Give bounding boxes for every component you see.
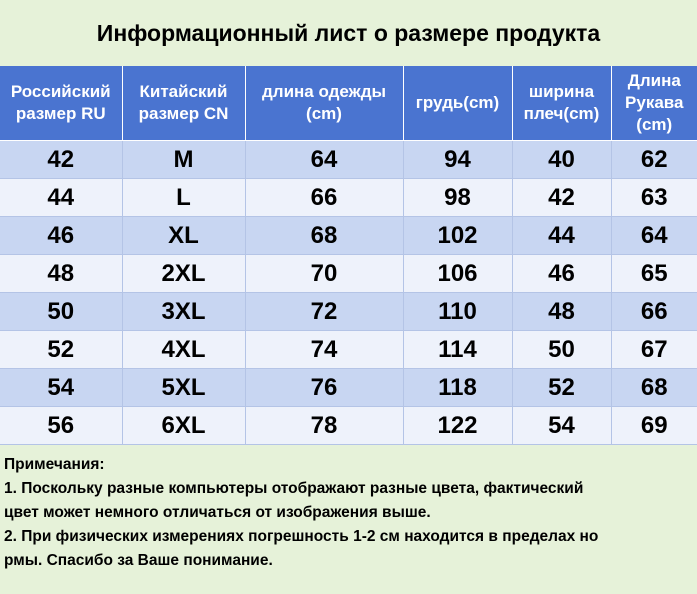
table-row bbox=[0, 217, 697, 255]
header-chest bbox=[403, 66, 512, 141]
table-row bbox=[0, 293, 697, 331]
length-cell: 64 bbox=[245, 141, 403, 179]
header-line: грудь(cm) bbox=[415, 93, 500, 112]
header-line: плеч(cm) bbox=[523, 104, 600, 123]
shoulder-cell: 46 bbox=[512, 255, 611, 293]
sleeve-cell: 62 bbox=[611, 141, 697, 179]
note-line: цвет может немного отличаться от изображения выше. bbox=[4, 504, 431, 521]
note-line: 1. Поскольку разные компьютеры отображают разные цвета, фактический bbox=[4, 480, 584, 497]
cn-size-cell: 2XL bbox=[122, 255, 245, 293]
header-ru-size bbox=[0, 66, 122, 141]
ru-size-cell: 54 bbox=[0, 369, 122, 407]
chest-cell: 114 bbox=[403, 331, 512, 369]
header-line: (cm) bbox=[636, 115, 673, 134]
table-row bbox=[0, 179, 697, 217]
table-row bbox=[0, 255, 697, 293]
sleeve-cell: 63 bbox=[611, 179, 697, 217]
ru-size-cell: 56 bbox=[0, 407, 122, 445]
shoulder-cell: 44 bbox=[512, 217, 611, 255]
notes bbox=[4, 453, 692, 573]
length-cell: 72 bbox=[245, 293, 403, 331]
table-row bbox=[0, 369, 697, 407]
cn-size-cell: M bbox=[122, 141, 245, 179]
shoulder-cell: 48 bbox=[512, 293, 611, 331]
header-line: Длина bbox=[627, 71, 681, 90]
length-cell: 70 bbox=[245, 255, 403, 293]
chest-cell: 122 bbox=[403, 407, 512, 445]
header-shoulder bbox=[512, 66, 611, 141]
header-line: Рукава bbox=[625, 93, 684, 112]
sleeve-cell: 64 bbox=[611, 217, 697, 255]
sleeve-cell: 65 bbox=[611, 255, 697, 293]
header-sleeve bbox=[611, 66, 697, 141]
header-line: длина одежды bbox=[261, 82, 387, 101]
notes-heading: Примечания: bbox=[4, 456, 105, 473]
shoulder-cell: 54 bbox=[512, 407, 611, 445]
sleeve-cell: 66 bbox=[611, 293, 697, 331]
chest-cell: 118 bbox=[403, 369, 512, 407]
chest-cell: 106 bbox=[403, 255, 512, 293]
page-title: Информационный лист о размере продукта bbox=[96, 19, 601, 46]
ru-size-cell: 52 bbox=[0, 331, 122, 369]
header-line: размер CN bbox=[138, 104, 229, 123]
chest-cell: 94 bbox=[403, 141, 512, 179]
table-row bbox=[0, 141, 697, 179]
table-header-row bbox=[0, 66, 697, 141]
header-line: размер RU bbox=[15, 104, 106, 123]
cn-size-cell: 6XL bbox=[122, 407, 245, 445]
cn-size-cell: XL bbox=[122, 217, 245, 255]
header-length bbox=[245, 66, 403, 141]
length-cell: 76 bbox=[245, 369, 403, 407]
ru-size-cell: 46 bbox=[0, 217, 122, 255]
header-line: ширина bbox=[528, 82, 595, 101]
sleeve-cell: 68 bbox=[611, 369, 697, 407]
note-line: рмы. Спасибо за Ваше понимание. bbox=[4, 552, 273, 569]
ru-size-cell: 48 bbox=[0, 255, 122, 293]
size-table bbox=[0, 66, 697, 445]
header-line: (cm) bbox=[306, 104, 342, 123]
length-cell: 74 bbox=[245, 331, 403, 369]
header-line: Российский bbox=[10, 82, 111, 101]
shoulder-cell: 42 bbox=[512, 179, 611, 217]
chest-cell: 102 bbox=[403, 217, 512, 255]
note-line: 2. При физических измерениях погрешность 1-2 см находится в пределах но bbox=[4, 528, 599, 545]
header-line: Китайский bbox=[139, 82, 228, 101]
ru-size-cell: 50 bbox=[0, 293, 122, 331]
table-row bbox=[0, 407, 697, 445]
shoulder-cell: 52 bbox=[512, 369, 611, 407]
header-cn-size bbox=[122, 66, 245, 141]
cn-size-cell: 5XL bbox=[122, 369, 245, 407]
shoulder-cell: 40 bbox=[512, 141, 611, 179]
table-row bbox=[0, 331, 697, 369]
table-body bbox=[0, 141, 697, 445]
chest-cell: 98 bbox=[403, 179, 512, 217]
length-cell: 66 bbox=[245, 179, 403, 217]
length-cell: 78 bbox=[245, 407, 403, 445]
cn-size-cell: 4XL bbox=[122, 331, 245, 369]
ru-size-cell: 44 bbox=[0, 179, 122, 217]
shoulder-cell: 50 bbox=[512, 331, 611, 369]
sleeve-cell: 69 bbox=[611, 407, 697, 445]
chest-cell: 110 bbox=[403, 293, 512, 331]
sleeve-cell: 67 bbox=[611, 331, 697, 369]
cn-size-cell: 3XL bbox=[122, 293, 245, 331]
cn-size-cell: L bbox=[122, 179, 245, 217]
length-cell: 68 bbox=[245, 217, 403, 255]
ru-size-cell: 42 bbox=[0, 141, 122, 179]
